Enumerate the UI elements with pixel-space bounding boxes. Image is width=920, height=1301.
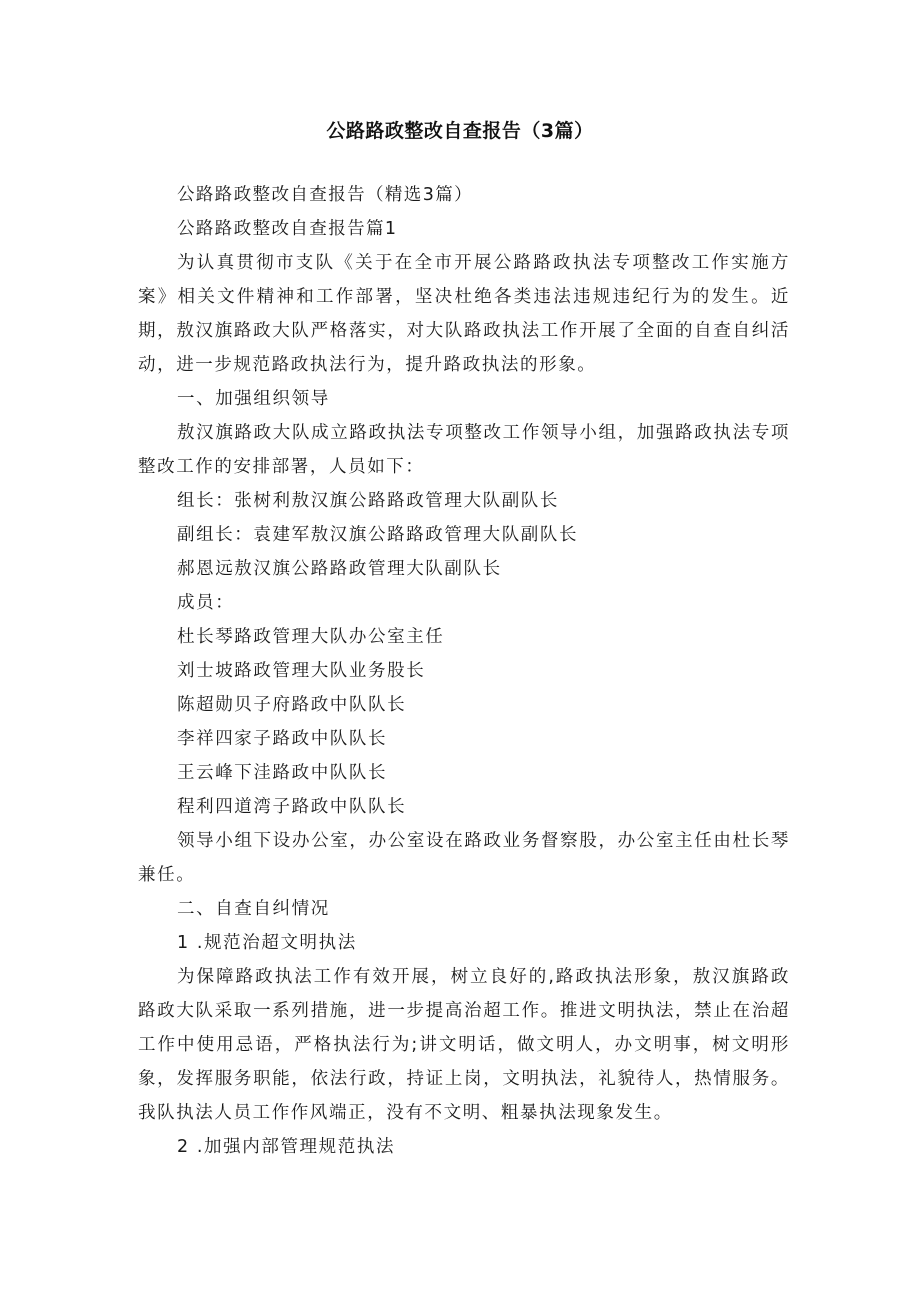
member-line: 陈超勋贝子府路政中队队长: [177, 695, 407, 715]
member-line: 组长：张树利敖汉旗公路路政管理大队副队长: [177, 491, 559, 511]
organization-paragraph: 敖汉旗路政大队成立路政执法专项整改工作领导小组，加强路政执法专项整改工作的安排部署，人员如下：: [138, 423, 790, 477]
member-line: 程利四道湾子路政中队队长: [177, 797, 407, 817]
document-title: 公路路政整改自查报告（3篇）: [326, 120, 594, 142]
document-body: [138, 178, 790, 1164]
section-heading-part1: 公路路政整改自查报告篇1: [177, 219, 398, 239]
section-heading-self-check: 二、自查自纠情况: [177, 899, 330, 919]
enforcement-paragraph: 为保障路政执法工作有效开展，树立良好的,路政执法形象，敖汉旗路政路政大队采取一系列措施，进一步提高治超工作。推进文明执法，禁止在治超工作中使用忌语，严格执法行为;讲文明话，做文明人，办文明事，树文明形象，发挥服务职能，依法行政，持证上岗，文明执法，礼貌待人，热情服务。我队执法人员工作作风端正，没有不文明、粗暴执法现象发生。: [138, 967, 790, 1123]
member-line: 杜长琴路政管理大队办公室主任: [177, 627, 445, 647]
intro-paragraph: 为认真贯彻市支队《关于在全市开展公路路政执法专项整改工作实施方案》相关文件精神和工作部署，坚决杜绝各类违法违规违纪行为的发生。近期，敖汉旗路政大队严格落实，对大队路政执法工作开展了全面的自查自纠活动，进一步规范路政执法行为，提升路政执法的形象。: [138, 253, 790, 375]
member-line: 副组长：袁建军敖汉旗公路路政管理大队副队长: [177, 525, 579, 545]
subsection-heading-1: 1 .规范治超文明执法: [177, 933, 357, 953]
office-paragraph: 领导小组下设办公室，办公室设在路政业务督察股，办公室主任由杜长琴兼任。: [138, 831, 790, 885]
member-line: 成员：: [177, 593, 235, 613]
member-line: 王云峰下洼路政中队队长: [177, 763, 388, 783]
subsection-heading-2: 2 .加强内部管理规范执法: [177, 1137, 396, 1157]
section-heading-organization: 一、加强组织领导: [177, 389, 330, 409]
subtitle-paragraph: 公路路政整改自查报告（精选3篇）: [177, 185, 474, 205]
member-line: 郝恩远敖汉旗公路路政管理大队副队长: [177, 559, 502, 579]
member-line: 刘士坡路政管理大队业务股长: [177, 661, 426, 681]
member-line: 李祥四家子路政中队队长: [177, 729, 388, 749]
